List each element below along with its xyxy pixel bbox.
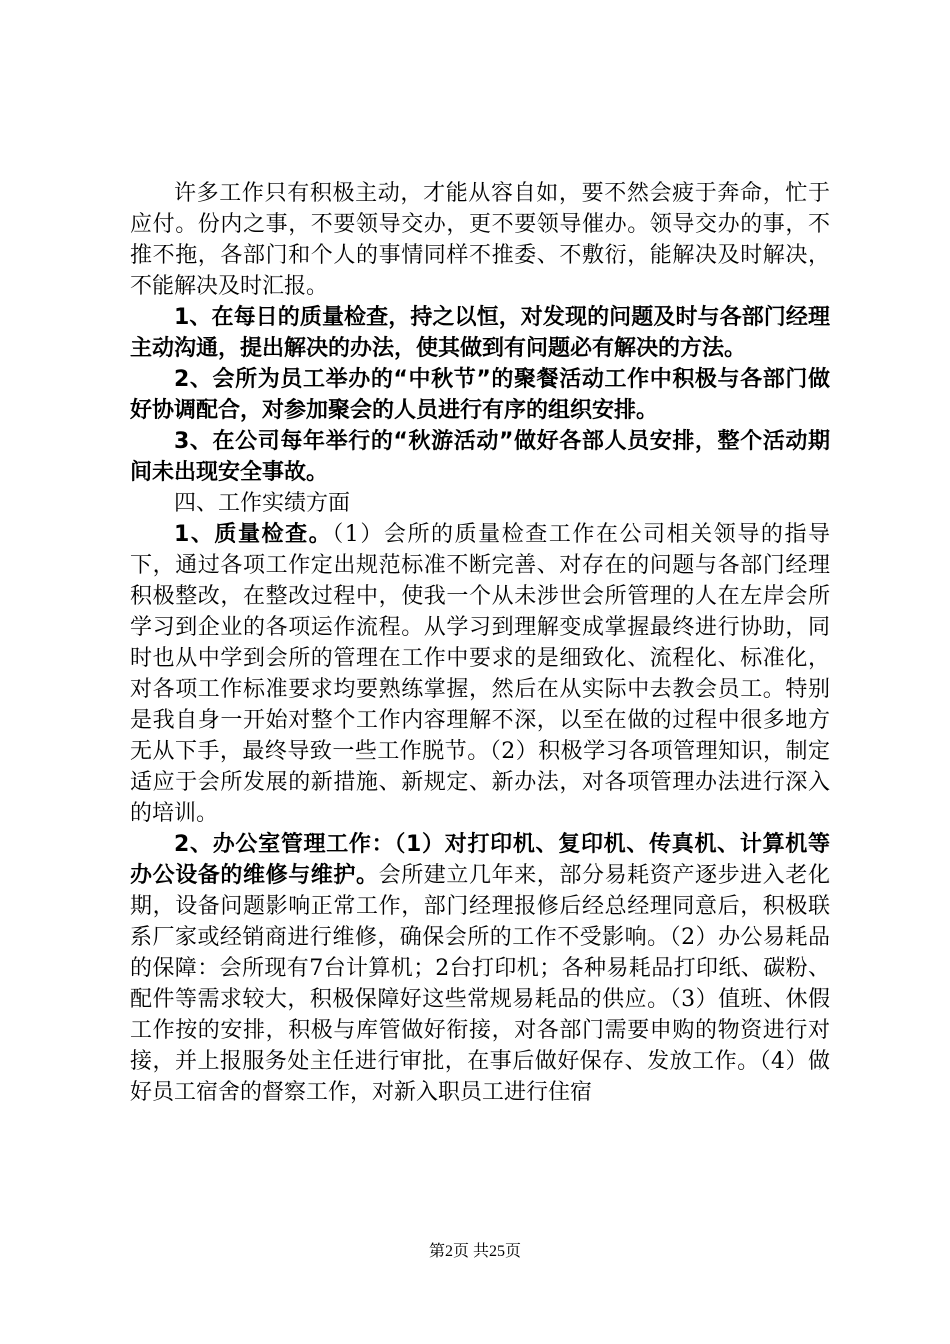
paragraph-lead-text: 2、办公室管理工作：（1）对打印机、复印机、传真机、计算机等办公设备的维修与维护。 (130, 832, 830, 888)
paragraph-text: （1）会所的质量检查工作在公司相关领导的指导下，通过各项工作定出规范标准不断完善、对存在的问题与各部门经理积极整改，在整改过程中，使我一个从未涉世会所管理的人在左岸会所学习到企业的各项运作流程。从学习到理解变成掌握最终进行协助，同时也从中学到会所的管理在工作中要求的是细致化、流程化、标准化，对各项工作标准要求均要熟练掌握，然后在从实际中去教会员工。特别是我自身一开始对整个工作内容理解不深，以至在做的过程中很多地方无从下手，最终导致一些工作脱节。（2）积极学习各项管理知识，制定适应于会所发展的新措施、新规定、新办法，对各项管理办法进行深入的培训。 (130, 522, 830, 826)
page-number-footer (0, 1238, 950, 1261)
paragraph-proactive-work (130, 178, 830, 302)
page-number-label: 第2页 共25页 (428, 1243, 521, 1260)
paragraph-text: 会所建立几年来，部分易耗资产逐步进入老化期，设备问题影响正常工作，部门经理报修后经总经理同意后，积极联系厂家或经销商进行维修，确保会所的工作不受影响。（2）办公易耗品的保障：会所现有7台计算机；2台打印机；各种易耗品打印纸、碳粉、配件等需求较大，积极保障好这些常规易耗品的供应。（3）值班、休假工作按的安排，积极与库管做好衔接，对各部门需要申购的物资进行对接，并上报服务处主任进行审批，在事后做好保存、发放工作。（4）做好员工宿舍的督察工作，对新入职员工进行住宿 (130, 863, 830, 1105)
paragraph-office-management (130, 829, 830, 1108)
paragraph-text: 3、在公司每年举行的“秋游活动”做好各部人员安排，整个活动期间未出现安全事故。 (130, 429, 830, 485)
paragraph-daily-quality-check (130, 302, 830, 364)
paragraph-quality-inspection (130, 519, 830, 829)
paragraph-text: 1、在每日的质量检查，持之以恒，对发现的问题及时与各部门经理主动沟通，提出解决的办法，使其做到有问题必有解决的方法。 (130, 305, 830, 361)
document-body (130, 178, 830, 1108)
section-heading-text: 四、工作实绩方面 (174, 491, 351, 516)
paragraph-autumn-outing (130, 426, 830, 488)
paragraph-text: 许多工作只有积极主动，才能从容自如，要不然会疲于奔命，忙于应付。份内之事，不要领导交办，更不要领导催办。领导交办的事，不推不拖，各部门和个人的事情同样不推委、不敷衍，能解决及时解决，不能解决及时汇报。 (130, 181, 830, 299)
paragraph-mid-autumn-event (130, 364, 830, 426)
paragraph-lead-text: 1、质量检查。 (174, 522, 333, 547)
paragraph-text: 2、会所为员工举办的“中秋节”的聚餐活动工作中积极与各部门做好协调配合，对参加聚会的人员进行有序的组织安排。 (130, 367, 830, 423)
section-heading-work-achievements (130, 488, 830, 519)
